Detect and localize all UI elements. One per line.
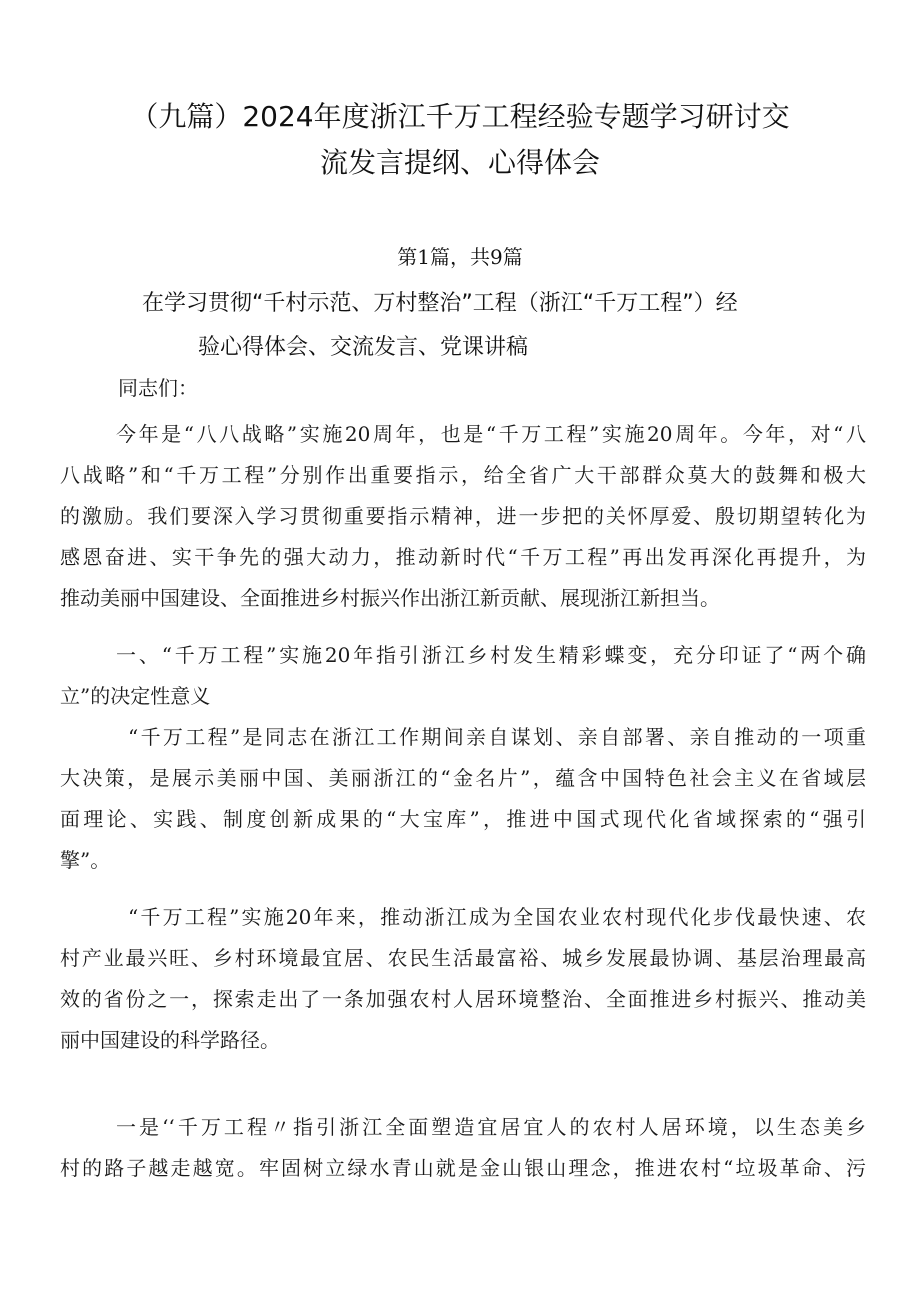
section-subtitle-line: 验心得体会、交流发言、党课讲稿	[198, 335, 529, 360]
paragraph-line: 推动美丽中国建设、全面推进乡村振兴作出浙江新贡献、展现浙江新担当。	[60, 586, 720, 610]
salutation	[118, 368, 198, 409]
paragraph	[60, 414, 866, 619]
salutation-text: 同志们：	[118, 376, 198, 400]
paragraph	[60, 635, 866, 717]
paragraph	[60, 897, 866, 1061]
paragraph-line: 一是‘‘千万工程〃指引浙江全面塑造宜居宜人的农村人居环境，以生态美乡	[116, 1115, 866, 1139]
paragraph-line: 丽中国建设的科学路径。	[60, 1028, 280, 1052]
document-title	[60, 94, 860, 186]
paragraph-line: “千万工程”实施20年来，推动浙江成为全国农业农村现代化步伐最快速、农	[128, 905, 866, 929]
section-subtitle-line: 在学习贯彻“千村示范、万村整治”工程（浙江“千万工程”）经	[142, 291, 738, 316]
paragraph-line: 今年是“八八战略”实施20周年，也是“千万工程”实施20周年。今年，对“八	[116, 422, 866, 446]
paragraph-line: 效的省份之一，探索走出了一条加强农村人居环境整治、全面推进乡村振兴、推动美	[60, 987, 866, 1011]
document-title-line: （九篇）2024年度浙江千万工程经验专题学习研讨交	[130, 100, 790, 133]
paragraph-line: 面理论、实践、制度创新成果的“大宝库”，推进中国式现代化省域探索的“强引	[60, 807, 866, 831]
paragraph-line: 村的路子越走越宽。牢固树立绿水青山就是金山银山理念，推进农村“垃圾革命、污	[60, 1156, 866, 1180]
paragraph-line: 一、“千万工程”实施20年指引浙江乡村发生精彩蝶变，充分印证了“两个确	[116, 643, 866, 667]
paragraph	[60, 1107, 866, 1189]
paragraph-line: 八战略”和“千万工程”分别作出重要指示，给全省广大干部群众莫大的鼓舞和极大	[60, 463, 866, 487]
document-title-line: 流发言提纲、心得体会	[319, 146, 600, 179]
part-label: 第1篇，共9篇	[397, 245, 523, 269]
paragraph-line: 感恩奋进、实干争先的强大动力，推动新时代“千万工程”再出发再深化再提升，为	[60, 545, 866, 569]
paragraph	[60, 717, 866, 881]
paragraph-line: 村产业最兴旺、乡村环境最宜居、农民生活最富裕、城乡发展最协调、基层治理最高	[60, 946, 866, 970]
paragraph-line: 的激励。我们要深入学习贯彻重要指示精神，进一步把的关怀厚爱、殷切期望转化为	[60, 504, 866, 528]
paragraph-line: 擎”。	[60, 848, 111, 872]
paragraph-line: 立”的决定性意义	[60, 684, 211, 708]
paragraph-line: 大决策，是展示美丽中国、美丽浙江的“金名片”，蕴含中国特色社会主义在省域层	[60, 766, 866, 790]
paragraph-line: “千万工程”是同志在浙江工作期间亲自谋划、亲自部署、亲自推动的一项重	[128, 725, 866, 749]
